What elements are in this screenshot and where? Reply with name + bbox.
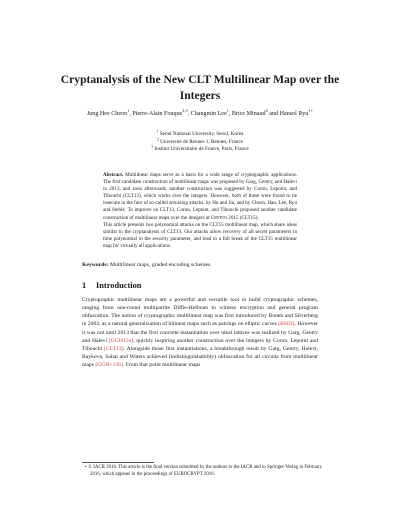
author-list xyxy=(74,107,326,119)
author-name: Hansol Ryu xyxy=(279,111,309,117)
author-name: Changmin Lee xyxy=(190,111,227,117)
section-title: Introduction xyxy=(96,281,142,290)
body-text: . From that point multilinear maps xyxy=(122,362,201,369)
affiliation-item xyxy=(100,146,300,154)
footnote-mark: ⋆ xyxy=(84,465,88,470)
citation-link[interactable]: [CLT13] xyxy=(104,345,124,352)
section-number: 1 xyxy=(82,281,87,290)
author-separator: and xyxy=(267,111,280,117)
author-affiliation-mark: 2 xyxy=(265,107,268,113)
affiliation-text: Seoul National University, Seoul, Korea xyxy=(159,131,244,137)
keywords-text: Multilinear maps, graded encoding schemes. xyxy=(108,262,212,268)
author-name: Jung Hee Cheon xyxy=(86,111,128,117)
author-affiliation-mark: 2,3 xyxy=(182,107,188,113)
footnote-rule xyxy=(82,462,154,463)
body-paragraph xyxy=(82,296,318,369)
abstract-label: Abstract. xyxy=(103,172,124,178)
author-separator: , xyxy=(228,111,232,117)
abstract-text-end: 2015 (CLT15). xyxy=(227,214,259,221)
citation-link[interactable]: [BS03] xyxy=(278,321,295,328)
footnote-text: © IACR 2016. This article is the final version submitted by the authors to the IACR and to Springer-Verlag in February 2016, which appears in the proceedings of EUROCRYPT 2016. xyxy=(87,465,323,477)
abstract-venue: Crypto xyxy=(210,214,228,221)
author-separator: , xyxy=(129,111,133,117)
affiliation-text: Institut Universitaire de France, Paris, France xyxy=(154,146,249,153)
affiliation-number: 3 xyxy=(151,144,154,149)
author-affiliation-mark: 1⋆ xyxy=(308,107,314,113)
author-affiliation-mark: 1 xyxy=(127,107,130,113)
author-affiliation-mark: 1 xyxy=(226,107,229,113)
affiliation-number: 1 xyxy=(156,129,159,134)
keywords-label: Keywords: xyxy=(82,262,109,268)
citation-link[interactable]: [GGH+13b] xyxy=(95,362,123,369)
affiliation-text: Université de Rennes 1, Rennes, France xyxy=(160,138,243,145)
author-name: Brice Minaud xyxy=(231,111,266,117)
body-text: Cryptographic multilinear maps are a powerful and versatile tool to build cryptographic schemes, ranging from one-round multipartite Diffie-Hellman to witness encryption and general program obfuscation. The notion of cryptographic multilinear map was first introduced by Boneh and Silverberg in 2003, as a natural generalization of bilinear maps such as pairings on elliptic curves xyxy=(82,297,318,328)
author-name: Pierre-Alain Fouque xyxy=(132,111,183,117)
affiliation-number: 2 xyxy=(157,136,159,141)
section-heading xyxy=(82,280,318,291)
keywords xyxy=(82,261,318,269)
paper-title: Cryptanalysis of the New CLT Multilinear Map over the Integers xyxy=(60,73,340,102)
affiliation-item xyxy=(100,131,300,139)
abstract xyxy=(103,172,297,250)
abstract-paragraph-2: This article presents two polynomial attacks on the CLT15 multilinear map, which share ideas similar to the cryptanalysis of CLT13. Our attacks allow recovery of all secret parameters in time polynomial in the security parameter, and lead to a full break of the CLT15 multilinear map for virtually all applications. xyxy=(103,221,297,249)
affiliation-list xyxy=(100,131,300,154)
author-separator: , xyxy=(187,111,191,117)
citation-link[interactable]: [GGH13a] xyxy=(108,337,133,344)
body-text: . However it was not until 2013 that the first concrete instantiation over ideal lattices was realized by Garg, Gentry and Halevi xyxy=(82,321,318,344)
body-text: , quickly inspiring another construction over the integers by Coron, Lepoint and Tibouchi xyxy=(82,337,318,352)
abstract-text: Multilinear maps serve as a basis for a wide range of cryptographic applications. The first candidate construction of multilinear maps was proposed by Garg, Gentry, and Halevi in 2013, and soon afterwards, another construction was suggested by Coron, Lepoint, and Tibouchi (CLT13), which works over the integers. However, both of these were found to be insecure in the face of so-called zeroizing attacks, by Hu and Jia, and by Cheon, Han, Lee, Ryu and Stehlé. To improve on CLT13, Coron, Lepoint, and Tibouchi proposed another candidate construction of multilinear maps over the integers at xyxy=(103,172,297,221)
footnote xyxy=(82,465,326,479)
body-text: . Alongside those first instantiations, a breakthrough result by Garg, Gentry, Halevi, Raykova, Sahai and Waters achieved (indistinguishability) obfuscation for all circuits from multilinear maps xyxy=(82,345,318,369)
